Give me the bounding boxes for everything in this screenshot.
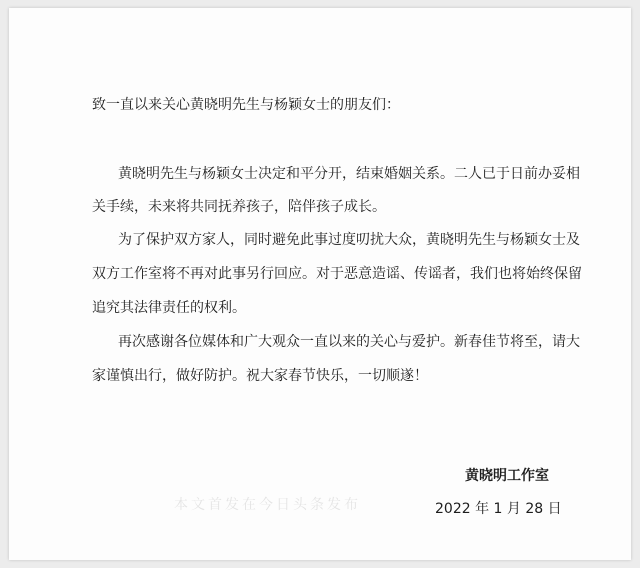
paragraph-2-line-2: 双方工作室将不再对此事另行回应。对于恶意造谣、传谣者，我们也将始终保留 [92, 266, 582, 282]
paragraph-2-line-3: 追究其法律责任的权利。 [92, 300, 246, 316]
letter-page [9, 8, 631, 560]
letter-date: 2022 年 1 月 28 日 [435, 501, 562, 517]
paragraph-3-line-1: 再次感谢各位媒体和广大观众一直以来的关心与爱护。新春佳节将至，请大 [118, 334, 580, 350]
paragraph-3-line-2: 家谨慎出行，做好防护。祝大家春节快乐，一切顺遂！ [92, 368, 428, 384]
paragraph-2-line-1: 为了保护双方家人，同时避免此事过度叨扰大众，黄晓明先生与杨颖女士及 [118, 232, 580, 248]
paragraph-1-line-2: 关手续，未来将共同抚养孩子，陪伴孩子成长。 [92, 199, 386, 215]
signatory: 黄晓明工作室 [465, 468, 549, 484]
letter-salutation: 致一直以来关心黄晓明先生与杨颖女士的朋友们： [92, 97, 400, 113]
paragraph-1-line-1: 黄晓明先生与杨颖女士决定和平分开，结束婚姻关系。二人已于日前办妥相 [118, 166, 580, 182]
watermark: 本文首发在今日头条发布 [174, 497, 361, 513]
